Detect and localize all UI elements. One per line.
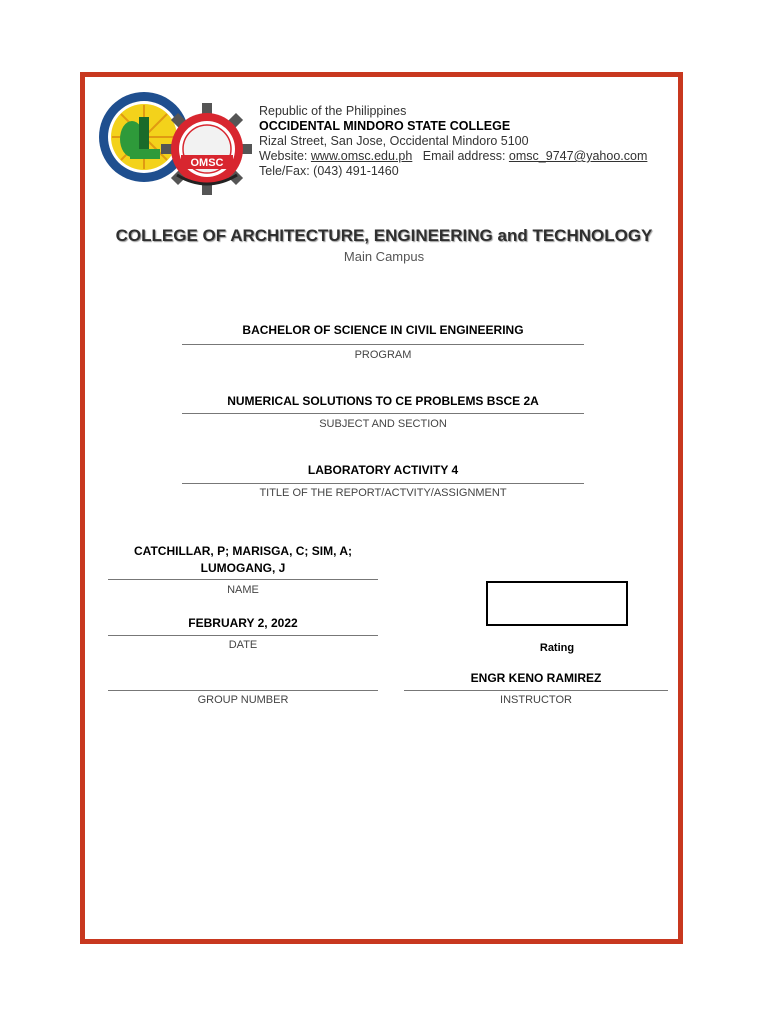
school-name: OCCIDENTAL MINDORO STATE COLLEGE [259,119,511,133]
title-caption: TITLE OF THE REPORT/ACTVITY/ASSIGNMENT [259,487,507,499]
name-value [108,543,378,577]
republic-line: Republic of the Philippines [259,104,407,118]
rating-box[interactable] [486,581,628,626]
subject-value: NUMERICAL SOLUTIONS TO CE PROBLEMS BSCE 2A [227,394,539,408]
svg-text:OMSC: OMSC [190,157,224,169]
program-value: BACHELOR OF SCIENCE IN CIVIL ENGINEERING [242,323,524,337]
name-line [108,579,378,580]
college-logos [92,87,252,197]
name-caption: NAME [227,584,259,596]
email-link[interactable]: omsc_9747@yahoo.com [508,149,648,163]
email-label: Email address: [422,149,506,163]
telefax-line: Tele/Fax: (043) 491-1460 [259,164,399,178]
name-line-1: CATCHILLAR, P; MARISGA, C; SIM, A; [134,544,352,558]
name-line-2: LUMOGANG, J [200,561,286,575]
instructor-caption: INSTRUCTOR [500,694,572,706]
engineering-college-badge [161,103,252,195]
date-value: FEBRUARY 2, 2022 [188,616,298,630]
website-label: Website: [259,149,308,163]
college-title: COLLEGE OF ARCHITECTURE, ENGINEERING and TECHNOLOGY [115,226,653,245]
program-caption: PROGRAM [354,349,412,361]
campus-label: Main Campus [343,249,425,264]
school-address: Rizal Street, San Jose, Occidental Mindoro 5100 [259,134,529,148]
instructor-line [404,690,668,691]
date-caption: DATE [228,639,258,651]
group-line [108,690,378,691]
title-line [182,483,584,484]
page-border-inner [84,76,679,940]
website-link[interactable]: www.omsc.edu.ph [310,149,413,163]
subject-line [182,413,584,414]
instructor-value: ENGR KENO RAMIREZ [470,671,602,685]
group-caption: GROUP NUMBER [197,694,289,706]
program-line [182,344,584,345]
contact-line [259,149,647,164]
title-value: LABORATORY ACTIVITY 4 [307,463,459,477]
rating-label: Rating [539,642,575,654]
date-line [108,635,378,636]
subject-caption: SUBJECT AND SECTION [319,418,447,430]
